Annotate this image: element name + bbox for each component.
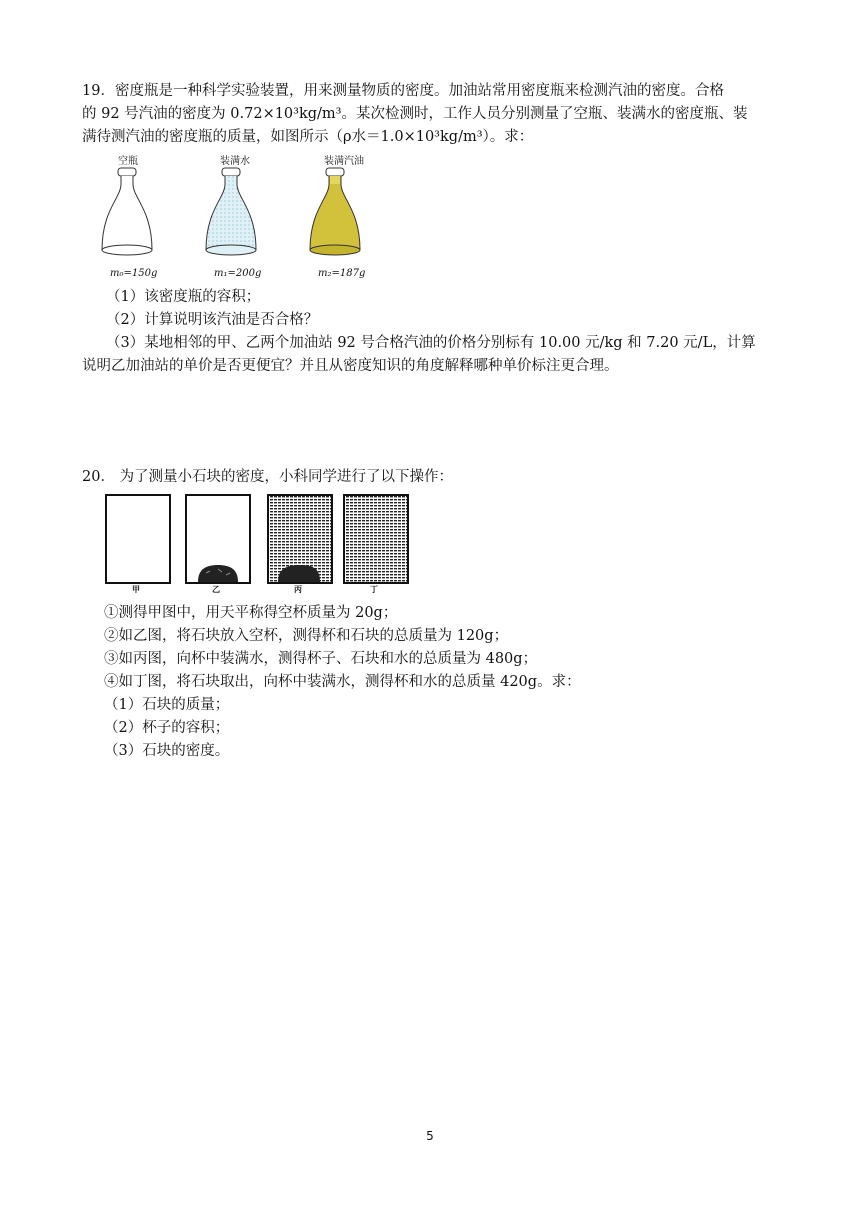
question-20-step-3: ③如丙图，向杯中装满水，测得杯子、石块和水的总质量为 480g；	[104, 651, 538, 667]
question-20-stem: 20． 为了测量小石块的密度，小科同学进行了以下操作：	[82, 469, 454, 485]
cup-label-bing: 丙	[294, 585, 302, 594]
question-19-stem	[82, 80, 782, 149]
question-20-sub-1: （1）石块的质量；	[104, 697, 230, 713]
question-20-step-1: ①测得甲图中，用天平称得空杯质量为 20g；	[104, 605, 398, 621]
density-bottles-figure	[96, 164, 396, 284]
cup-label-ding: 丁	[370, 585, 378, 594]
cup-bing	[268, 495, 332, 583]
mass-empty-bottle: m₀=150g	[110, 268, 158, 279]
water-bottle	[206, 168, 256, 255]
question-19-sub-1: （1）该密度瓶的容积；	[106, 289, 261, 305]
mass-gasoline-bottle: m₂=187g	[318, 268, 366, 279]
bottle-label-gasoline: 装满汽油	[324, 156, 364, 167]
cup-ding	[344, 495, 408, 583]
page-number: 5	[426, 1129, 434, 1143]
question-19-sub-3: （3）某地相邻的甲、乙两个加油站 92 号合格汽油的价格分别标有 10.00 元/kg 和 7.20 元/L，计算	[106, 335, 756, 351]
question-19-line-1: 19．密度瓶是一种科学实验装置，用来测量物质的密度。加油站常用密度瓶来检测汽油的密度。合格	[82, 83, 724, 99]
cup-label-yi: 乙	[212, 585, 220, 594]
question-19-line-3: 满待测汽油的密度瓶的质量，如图所示（ρ水＝1.0×10³kg/m³）。求：	[82, 129, 534, 145]
question-20-sub-3: （3）石块的密度。	[104, 743, 230, 759]
gasoline-bottle	[310, 168, 360, 255]
question-20-step-2: ②如乙图，将石块放入空杯，测得杯和石块的总质量为 120g；	[104, 628, 509, 644]
bottle-label-empty: 空瓶	[118, 156, 138, 167]
bottle-label-water: 装满水	[220, 156, 250, 167]
question-20-step-4: ④如丁图，将石块取出，向杯中装满水，测得杯和水的总质量 420g。求：	[104, 674, 581, 690]
question-20-sub-2: （2）杯子的容积；	[104, 720, 230, 736]
cup-label-jia: 甲	[132, 585, 140, 594]
question-19-line-2: 的 92 号汽油的密度为 0.72×10³kg/m³。某次检测时，工作人员分别测量了空瓶、装满水的密度瓶、装	[82, 106, 748, 122]
question-19-sub-3-cont: 说明乙加油站的单价是否更便宜？并且从密度知识的角度解释哪种单价标注更合理。	[82, 358, 619, 374]
question-19-number: 19．	[82, 83, 115, 99]
question-19-sub-2: （2）计算说明该汽油是否合格？	[106, 312, 319, 328]
mass-water-bottle: m₁=200g	[214, 268, 262, 279]
empty-bottle	[102, 168, 152, 255]
cup-yi	[186, 495, 250, 583]
cup-jia	[106, 495, 170, 583]
cups-figure	[104, 493, 424, 593]
question-20-number: 20．	[82, 469, 115, 485]
